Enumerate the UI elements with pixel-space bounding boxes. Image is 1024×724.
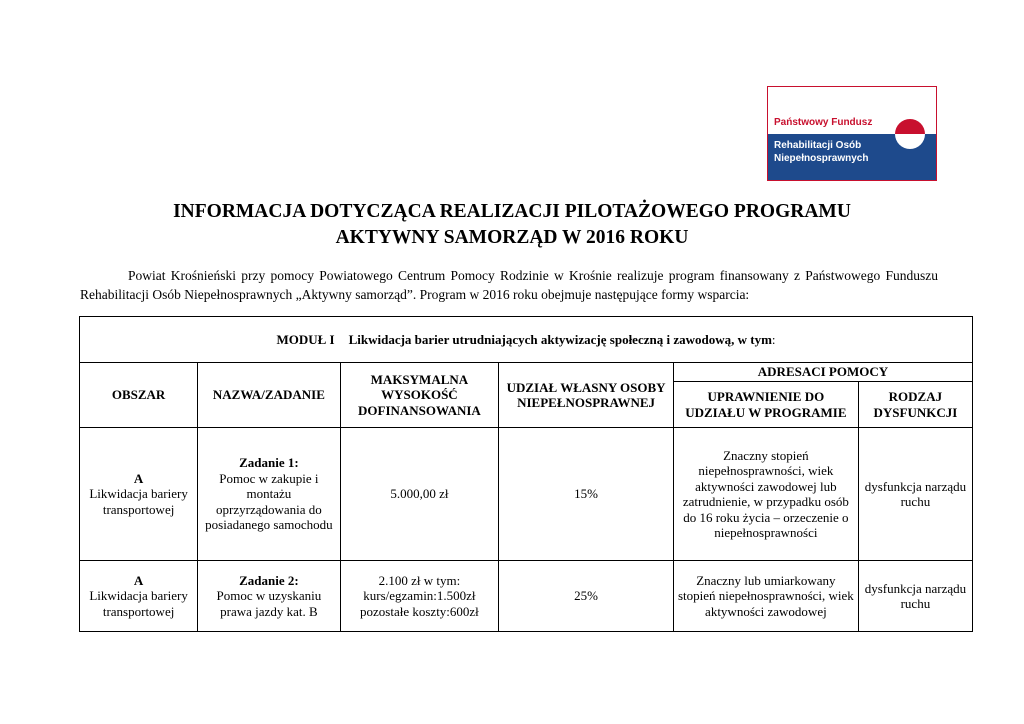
cell-eligibility: Znaczny stopień niepełnosprawności, wiek aktywności zawodowej lub zatrudnienie, w przypadku osób do 16 roku życia – orzeczenie o niepełnosprawności — [673, 428, 858, 561]
area-name: Likwidacja bariery transportowej — [89, 486, 188, 517]
page-title — [80, 199, 944, 251]
max-line2: kurs/egzamin:1.500zł — [363, 588, 476, 604]
header-row-1 — [80, 363, 973, 382]
table-row — [80, 561, 973, 632]
cell-max — [340, 561, 499, 632]
cell-share: 15% — [499, 428, 674, 561]
task-title: Zadanie 1: — [239, 455, 299, 471]
intro-paragraph: Powiat Krośnieński przy pomocy Powiatowego Centrum Pomocy Rodzinie w Krośnie realizuje program finansowany z Państwowego Funduszu Rehabilitacji Osób Niepełnosprawnych „Aktywny samorząd”. Program w 2016 roku obejmuje następujące formy wsparcia: — [80, 268, 938, 302]
support-table — [79, 316, 973, 632]
header-udzial: UDZIAŁ WŁASNY OSOBY NIEPEŁNOSPRAWNEJ — [499, 363, 674, 428]
logo-text-lines — [774, 139, 868, 165]
cell-dysfunction: dysfunkcja narządu ruchu — [858, 428, 972, 561]
module-cell — [80, 317, 973, 363]
area-name: Likwidacja bariery transportowej — [89, 588, 188, 619]
area-letter: A — [133, 572, 144, 588]
module-label: MODUŁ I — [276, 331, 335, 347]
logo-circle-icon — [894, 118, 926, 150]
module-row — [80, 317, 973, 363]
cell-dysfunction: dysfunkcja narządu ruchu — [858, 561, 972, 632]
header-obszar: OBSZAR — [80, 363, 198, 428]
logo-text-line2: Rehabilitacji Osób — [774, 140, 862, 151]
module-tail: : — [771, 331, 776, 347]
task-title: Zadanie 2: — [239, 572, 299, 588]
header-adresaci: ADRESACI POMOCY — [673, 363, 972, 382]
task-desc: Pomoc w uzyskaniu prawa jazdy kat. B — [216, 588, 322, 619]
cell-share: 25% — [499, 561, 674, 632]
pfron-logo — [767, 86, 937, 181]
cell-task — [198, 428, 340, 561]
header-uprawnienie: UPRAWNIENIE DO UDZIAŁU W PROGRAMIE — [673, 382, 858, 428]
header-max: MAKSYMALNA WYSOKOŚĆ DOFINANSOWANIA — [340, 363, 499, 428]
title-line1: INFORMACJA DOTYCZĄCA REALIZACJI PILOTAŻOWEGO PROGRAMU — [173, 201, 851, 222]
cell-task — [198, 561, 340, 632]
table-row — [80, 428, 973, 561]
cell-area — [80, 561, 198, 632]
cell-area — [80, 428, 198, 561]
cell-max: 5.000,00 zł — [340, 428, 499, 561]
header-rodzaj: RODZAJ DYSFUNKCJI — [858, 382, 972, 428]
task-desc: Pomoc w zakupie i montażu oprzyrządowania do posiadanego samochodu — [205, 470, 333, 533]
max-line3: pozostałe koszty:600zł — [360, 603, 479, 619]
header-nazwa: NAZWA/ZADANIE — [198, 363, 340, 428]
cell-eligibility: Znaczny lub umiarkowany stopień niepełnosprawności, wiek aktywności zawodowej — [673, 561, 858, 632]
title-line2: AKTYWNY SAMORZĄD W 2016 ROKU — [335, 227, 689, 248]
module-text: Likwidacja barier utrudniających aktywizację społeczną i zawodową, w tym — [348, 331, 772, 347]
max-line1: 2.100 zł w tym: — [378, 572, 461, 588]
area-letter: A — [133, 470, 144, 486]
logo-text-line1: Państwowy Fundusz — [774, 117, 873, 128]
logo-text-line3: Niepełnosprawnych — [774, 153, 869, 164]
